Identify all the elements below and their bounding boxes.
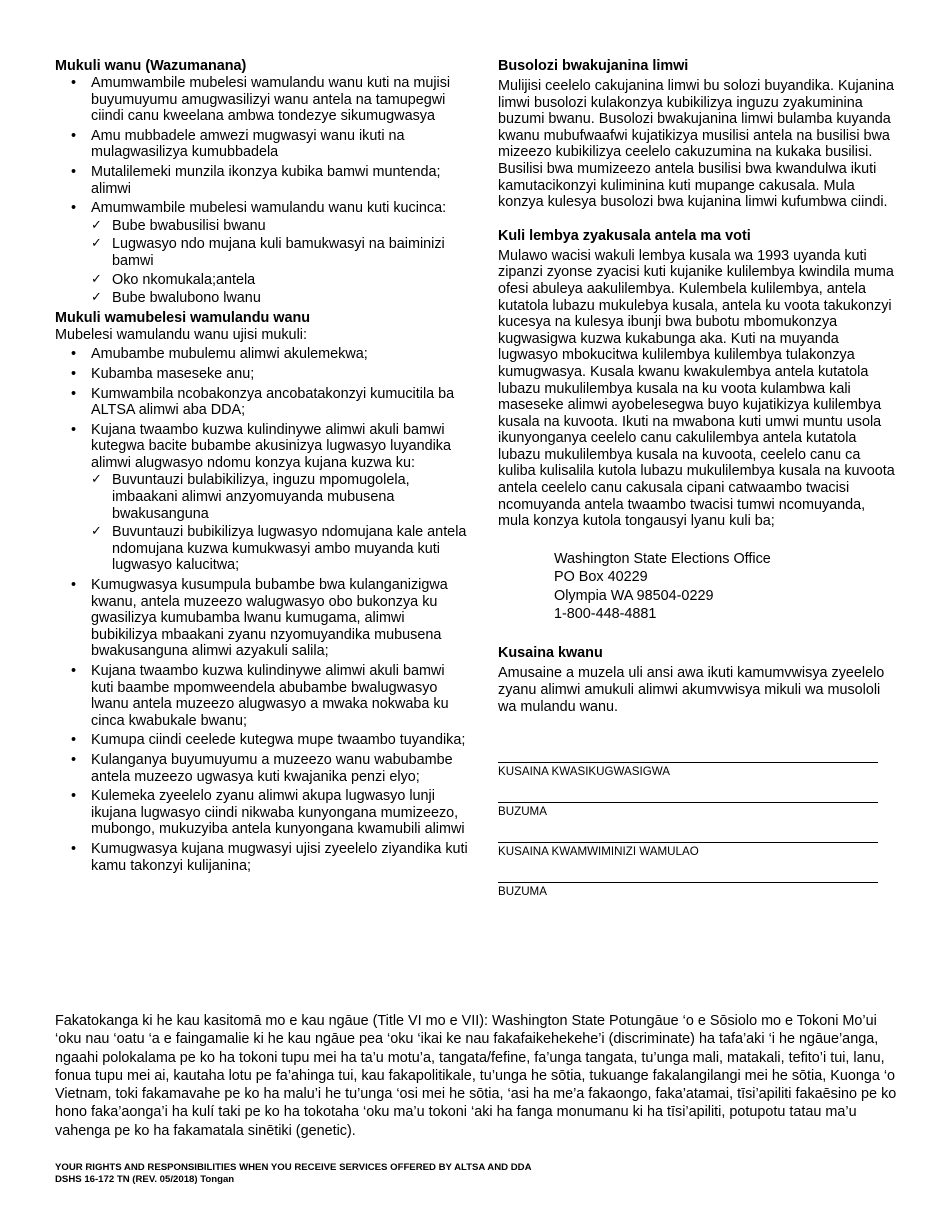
signature-block xyxy=(498,762,878,898)
list-item: • Kumupa ciindi ceelede kutegwa mupe twaambo tuyandika; xyxy=(69,732,470,749)
client-date-label: BUZUMA xyxy=(498,805,547,819)
list-item: • Kujana twaambo kuzwa kulindinywe alimwi akuli bamwi kuti baambe mpomweendela abubambe bwalugwasyo lwanu antela muzeezo alugwasyo a mwaka nokwaba ku cinca kwabukale bwanu; xyxy=(69,663,470,729)
check-item: ✓ Bube bwalubono lwanu xyxy=(91,290,470,307)
case-manager-intro: Mubelesi wamulandu wanu ujisi mukuli: xyxy=(55,326,307,343)
case-manager-heading: Mukuli wamubelesi wamulandu wanu xyxy=(55,309,311,326)
list-item: • Kumwambila ncobakonzya ancobatakonzyi kumucitila ba ALTSA alimwi aba DDA; xyxy=(69,386,470,419)
list-item: • Amumwambile mubelesi wamulandu wanu kuti na mujisi buyumuyumu amugwasilizyi wanu antela na tamupegwi ciindi canu kweelana ambwa tondezye sikumugwasya xyxy=(69,75,470,125)
representative-signature-label: KUSAINA KWAMWIMINIZI WAMULAO xyxy=(498,845,699,859)
case-manager-list xyxy=(69,346,470,874)
address-line: PO Box 40229 xyxy=(554,569,648,586)
responsibilities-heading: Mukuli wanu (Wazumanana) xyxy=(55,58,247,74)
representative-date-label: BUZUMA xyxy=(498,885,547,899)
right-column xyxy=(498,58,898,898)
address-line: Washington State Elections Office xyxy=(554,550,771,567)
list-item: • Kulanganya buyumuyumu a muzeezo wanu wabubambe antela muzeezo ugwasya kuti kwajanika penzi elyo; xyxy=(69,752,470,785)
assessment-checklist xyxy=(91,472,470,574)
client-signature-label: KUSAINA KWASIKUGWASIGWA xyxy=(498,765,670,779)
address-phone: 1-800-448-4881 xyxy=(554,606,657,623)
voter-registration-heading: Kuli lembya zyakusala antela ma voti xyxy=(498,227,751,244)
change-checklist xyxy=(91,218,470,307)
signature-heading: Kusaina kwanu xyxy=(498,645,603,662)
nondiscrimination-notice: Fakatokanga ki he kau kasitomā mo e kau ngāue (Title VI mo e VII): Washington State Potungāue ‘o e Sōsiolo mo e Tokoni Mo’ui ‘oku nau ‘oatu ‘a e faingamalie ki he kau ngāue pea ‘oku ‘ikai ke nau fakafaikehekehe’i (discriminate) ha tafa’aki ‘i he ngāue’anga, ngaahi polokalama pe ko ha tokoni tupu mei ha ta’u motu’a, tangata/fefine, fa’unga tangata, tu’unga mali, matakali, tefito’i tui, lanu, fonua tupu mei ai, kautaha lotu pe fa’ahinga tui, kau fakapolitikale, tu’unga he sōtia, tukuange fakalangilangi mei he sōtia, Kuonga ‘o Vietnam, toki fakamavahe pe ko ha malu’i he tu’unga ‘osi mei he sōtia, ‘asi ha me’a fakaongo, faka’atamai, tīsi’apiliti fakaēsino pe ko hono faka’aonga’i ha kulí taki pe ko ha tokotaha ‘oku ma’u tokoni ‘aki ha fanga monumanu ki ha tīsi’apiliti, potupotu tatau ma’u vahenga pe ko ha fakamatala sinētiki (genetic). xyxy=(55,1013,897,1139)
address-line: Olympia WA 98504-0229 xyxy=(554,587,714,604)
check-item: ✓ Buvuntauzi bubikilizya lugwasyo ndomujana kale antela ndomujana kuzwa kumukwasyi ambo muyanda kuti lugwasyo kalucitwa; xyxy=(91,524,470,574)
list-item xyxy=(69,422,470,574)
list-item-text: Kujana twaambo kuzwa kulindinywe alimwi akuli bamwi kutegwa bacite bubambe akusinizya lugwasyo luyandika alimwi alugwasyo ndomu konzya kujana kuzwa ku: xyxy=(91,421,451,471)
list-item: • Kulemeka zyeelelo zyanu alimwi akupa lugwasyo lunji ikujana lugwasyo ciindi nikwaba kunyongana mumizeezo, mubongo, mukuzyiba antela kunyongana kwamubili alimwi xyxy=(69,788,470,838)
list-item: • Amu mubbadele amwezi mugwasyi wanu ikuti na mulagwasilizya kumubbadela xyxy=(69,128,470,161)
advance-directive-text: Mulijisi ceelelo cakujanina limwi bu solozi buyandika. Kujanina limwi busolozi kulakonzya kubikilizya inguzu zyakuminina buzumi bwanu. Busolozi bwakujanina limwi bulamba kuyanda kwanu mubufwaafwi kujatikizya musilisi antela na busilisi bwa mizeezo kubikilizya ceelelo cakuzumina na kukaka busilisi. Busilisi bwa mumizeezo antela busilisi bwa kwandulwa ikuti kamutacikonzyi kuliminina kuti mupange cakusala. Mula konzya kulesya busolozi bwa kujanina limwi kufumbwa ciindi. xyxy=(498,78,894,211)
list-item xyxy=(69,200,470,307)
left-column xyxy=(55,58,470,877)
list-item: • Kubamba maseseke anu; xyxy=(69,366,470,383)
list-item: • Mutalilemeki munzila ikonzya kubika bamwi muntenda; alimwi xyxy=(69,164,470,197)
elections-office-address xyxy=(554,550,898,624)
form-number: DSHS 16-172 TN (REV. 05/2018) Tongan xyxy=(55,1173,235,1185)
list-item: • Kumugwasya kujana mugwasyi ujisi zyeelelo ziyandika kuti kamu takonzyi kulijanina; xyxy=(69,841,470,874)
check-item: ✓ Lugwasyo ndo mujana kuli bamukwasyi na baiminizi bamwi xyxy=(91,236,470,269)
form-title: YOUR RIGHTS AND RESPONSIBILITIES WHEN YOU RECEIVE SERVICES OFFERED BY ALTSA AND DDA xyxy=(55,1162,532,1173)
check-item: ✓ Buvuntauzi bulabikilizya, inguzu mpomugolela, imbaakani alimwi anzyomuyanda mubusena bwakusanguna xyxy=(91,472,470,522)
list-item: • Kumugwasya kusumpula bubambe bwa kulanganizigwa kwanu, antela muzeezo walugwasyo obo bukonzya ku gwasilizya kumubamba lwanu kumugama, alimwi bubikilizya mbaakani zyanu nzyomuyandika mubusena bwakusanguna alimwi azyakuli salila; xyxy=(69,577,470,660)
check-item: ✓ Oko nkomukala;antela xyxy=(91,272,470,289)
voter-registration-text: Mulawo wacisi wakuli lembya kusala wa 1993 uyanda kuti zipanzi zyonse zyacisi kuti kujanike kulilembya kwindila muma ofesi abuleya aakulilembya. Kulembela kulilembya, antela kutatola lubazu mukulebya kusala, antela ku voota takukonzyi kucesya na kulesya ibunji bwa bubotu mbomukonzya kugwasigwa kuzwa kukabunga aka. Kuti na muyanda lugwasyo mbokucitwa kulilembya kulilembya tulakonzya kumugwasya. Kusala kwanu kwakulembya antela kutatola lubazu mukulilembya kusala na ku voota kulambwa kali maseseke alimwi ayobelesegwa buyo kujatikizya kulilembya kusala na kuvoota. Ikuti na mwabona kuti umwi muntu usola ikunyonganya ceelelo canu cakulilembya antela kutatola lubazu mukulilembya kusala na kuvoota, ceelelo canu ca kuliba kulisalila kutola lubazu mukulilembya kusala na kuvoota antela ceelelo canu cakusala cipani catwaambo twacisi ncomuyanda antela twaambo twacisi tumwi ncomuyanda, mula konzya kutola tongausyi lyanu kuli ba; xyxy=(498,247,895,530)
form-footer xyxy=(55,1162,755,1185)
list-item-text: Amumwambile mubelesi wamulandu wanu kuti kucinca: xyxy=(91,200,447,217)
advance-directive-heading: Busolozi bwakujanina limwi xyxy=(498,58,689,74)
signature-instructions: Amusaine a muzela uli ansi awa ikuti kamumvwisya zyeelelo zyanu alimwi amukuli alimwi akumvwisya mikuli wa musololi wa mulandu wanu. xyxy=(498,665,885,715)
check-item: ✓ Bube bwabusilisi bwanu xyxy=(91,218,470,235)
responsibilities-list xyxy=(69,75,470,307)
list-item: • Amubambe mubulemu alimwi akulemekwa; xyxy=(69,346,470,363)
